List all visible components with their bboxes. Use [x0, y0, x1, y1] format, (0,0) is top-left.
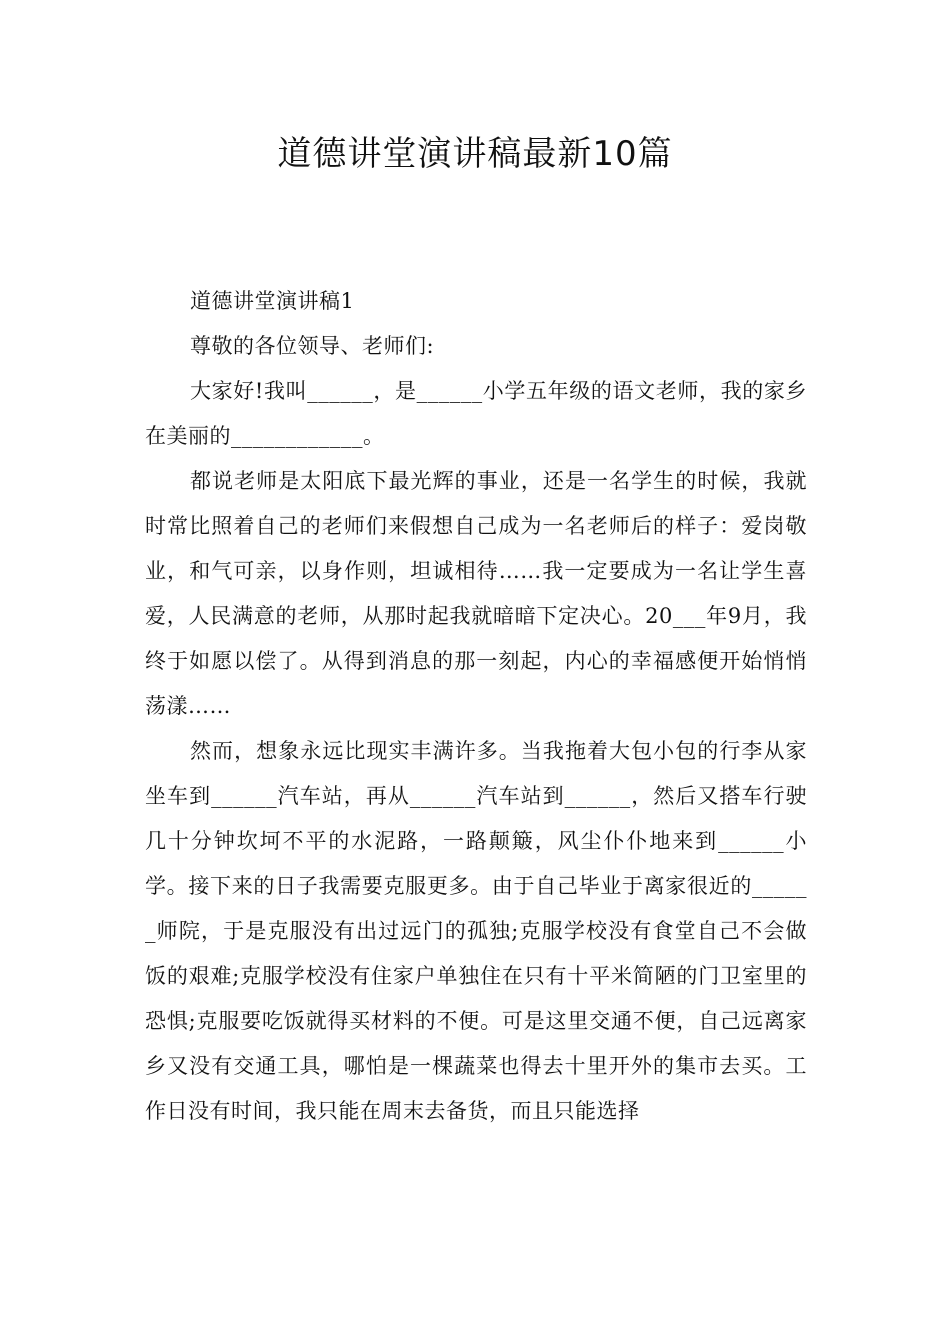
paragraph-aspiration: 都说老师是太阳底下最光辉的事业，还是一名学生的时候，我就时常比照着自己的老师们来假想自己成为一名老师后的样子：爱岗敬业，和气可亲，以身作则，坦诚相待……我一定要成为一名让学生喜爱，人民满意的老师，从那时起我就暗暗下定决心。20___年9月，我终于如愿以偿了。从得到消息的那一刻起，内心的幸福感便开始悄悄荡漾…… — [145, 469, 807, 718]
paragraph-reality: 然而，想象永远比现实丰满许多。当我拖着大包小包的行李从家坐车到______汽车站，再从______汽车站到______，然后又搭车行驶几十分钟坎坷不平的水泥路，一路颠簸，风尘仆仆地来到______小学。接下来的日子我需要克服更多。由于自己毕业于离家很近的______师院，于是克服没有出过远门的孤独;克服学校没有食堂自己不会做饭的艰难;克服学校没有住家户单独住在只有十平米简陋的门卫室里的恐惧;克服要吃饭就得买材料的不便。可是这里交通不便，自己远离家乡又没有交通工具，哪怕是一棵蔬菜也得去十里开外的集市去买。工作日没有时间，我只能在周末去备货，而且只能选择 — [145, 739, 807, 1123]
paragraph-greeting: 大家好!我叫______，是______小学五年级的语文老师，我的家乡在美丽的____________。 — [145, 379, 807, 448]
section-heading: 道德讲堂演讲稿1 — [190, 289, 355, 313]
document-body — [145, 279, 807, 1134]
document-title: 道德讲堂演讲稿最新10篇 — [277, 134, 673, 174]
salutation: 尊敬的各位领导、老师们: — [190, 334, 435, 358]
